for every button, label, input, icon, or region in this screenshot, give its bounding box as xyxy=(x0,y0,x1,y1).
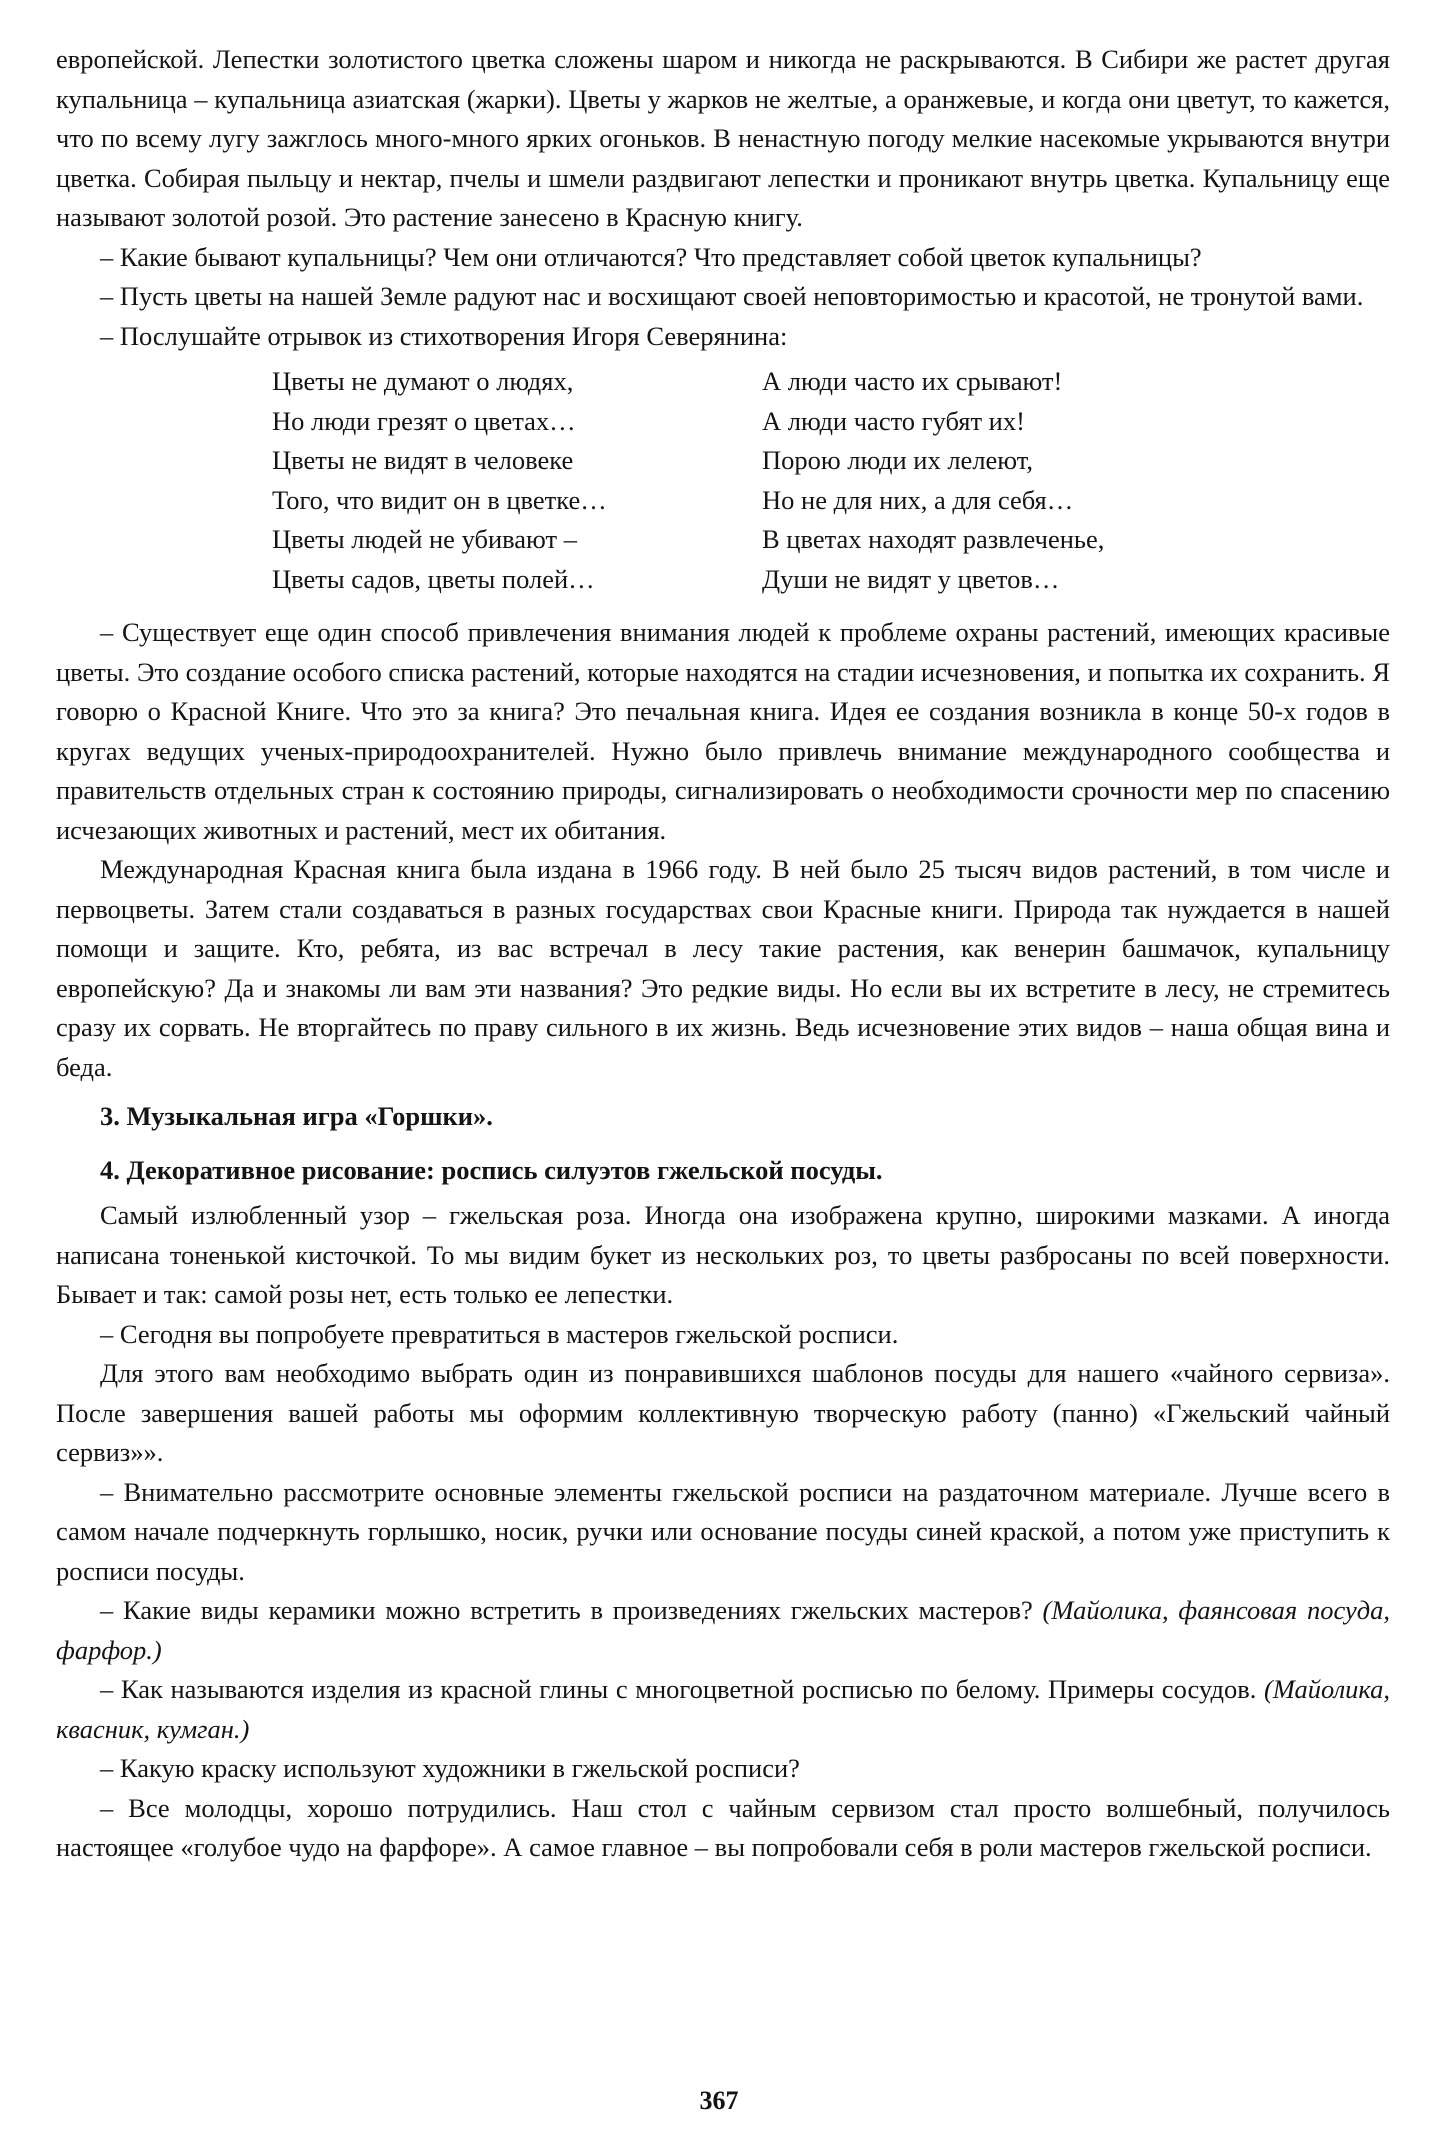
poem-line: Но не для них, а для себя… xyxy=(762,484,1074,515)
poem-line: Цветы садов, цветы полей… xyxy=(272,563,595,594)
poem-line: Того, что видит он в цветке… xyxy=(272,484,607,515)
paragraph-question-kupalnitsy: – Какие бывают купальницы? Чем они отличаются? Что представляет собой цветок купальницы? xyxy=(100,241,1202,272)
paragraph-flowers-wish: – Пусть цветы на нашей Земле радуют нас и восхищают своей неповторимостью и красотой, не тронутой вами. xyxy=(100,281,1364,311)
paragraph-red-clay-question xyxy=(56,1670,1390,1749)
poem-line: В цветах находят развлеченье, xyxy=(762,524,1105,554)
answer-text: (Майолика, фаянсовая посуда, фарфор.) xyxy=(56,1595,1390,1665)
section-heading-decorative-drawing: 4. Декоративное рисование: роспись силуэтов гжельской посуды. xyxy=(100,1154,883,1185)
poem-line: Порою люди их лелеют, xyxy=(762,445,1033,475)
poem-line: Цветы не видят в человеке xyxy=(272,445,574,475)
poem-line: А люди часто их срывают! xyxy=(762,366,1063,396)
section-heading-music-game: 3. Музыкальная игра «Горшки». xyxy=(100,1101,493,1131)
poem-excerpt xyxy=(272,362,1390,599)
question-text: – Как называются изделия из красной глины с многоцветной росписью по белому. Примеры сосудов. xyxy=(100,1674,1264,1704)
paragraph-gzhel-rose: Самый излюбленный узор – гжельская роза. Иногда она изображена крупно, широкими мазками. А иногда написана тоненькой кисточкой. То мы видим букет из нескольких роз, то цветы разбросаны по всей поверхности. Бывает и так: самой розы нет, есть только ее лепестки. xyxy=(56,1200,1390,1309)
paragraph-examine-elements: – Внимательно рассмотрите основные элементы гжельской росписи на раздаточном материале. Лучше всего в самом начале подчеркнуть горлышко, носик, ручки или основание посуды синей краской, а потом уже приступить к росписи посуды. xyxy=(56,1476,1390,1586)
paragraph-poem-intro: – Послушайте отрывок из стихотворения Игоря Северянина: xyxy=(100,320,788,351)
poem-line: Цветы людей не убивают – xyxy=(272,524,577,554)
poem-line: Цветы не думают о людях, xyxy=(272,366,574,396)
paragraph-conclusion: – Все молодцы, хорошо потрудились. Наш стол с чайным сервизом стал просто волшебный, получилось настоящее «голубое чудо на фарфоре». А самое главное – вы попробовали себя в роли мастеров гжельской росписи. xyxy=(56,1792,1390,1862)
paragraph-kupalnitsa-description: европейской. Лепестки золотистого цветка сложены шаром и никогда не раскрываются. В Сибири же растет другая купальница – купальница азиатская (жарки). Цветы у жарков не желтые, а оранжевые, и когда они цветут, то кажется, что по всему лугу зажглось много-много ярких огоньков. В ненастную погоду мелкие насекомые укрываются внутри цветка. Собирая пыльцу и нектар, пчелы и шмели раздвигают лепестки и проникают внутрь цветка. Купальницу еще называют золотой розой. Это растение занесено в Красную книгу. xyxy=(56,44,1390,232)
paragraph-red-book-intro: – Существует еще один способ привлечения внимания людей к проблеме охраны растений, имеющих красивые цветы. Это создание особого списка растений, которые находятся на стадии исчезновения, и попытка их сохранить. Я говорю о Красной Книге. Что это за книга? Это печальная книга. Идея ее создания возникла в конце 50-х годов в кругах ведущих ученых-природоохранителей. Нужно было привлечь внимание международного сообщества и правительств отдельных стран к состоянию природы, сигнализировать о необходимости срочности мер по спасению исчезающих животных и растений, мест их обитания. xyxy=(56,617,1390,845)
poem-line: Души не видят у цветов… xyxy=(762,563,1060,594)
page-number: 367 xyxy=(699,2086,739,2115)
paragraph-become-masters: – Сегодня вы попробуете превратиться в мастеров гжельской росписи. xyxy=(100,1318,899,1349)
paragraph-paint-question: – Какую краску используют художники в гжельской росписи? xyxy=(100,1753,800,1783)
poem-line: Но люди грезят о цветах… xyxy=(272,405,576,436)
paragraph-red-book-history: Международная Красная книга была издана в 1966 году. В ней было 25 тысяч видов растений, в том числе и первоцветы. Затем стали создаваться в разных государствах свои Красные книги. Природа так нуждается в нашей помощи и защите. Кто, ребята, из вас встречал в лесу такие растения, как венерин башмачок, купальницу европейскую? Да и знакомы ли вам эти названия? Это редкие виды. Но если вы их встретите в лесу, не стремитесь сразу их сорвать. Не вторгайтесь по праву сильного в их жизнь. Ведь исчезновение этих видов – наша общая вина и беда. xyxy=(56,854,1390,1082)
paragraph-choose-template: Для этого вам необходимо выбрать один из понравившихся шаблонов посуды для нашего «чайного сервиза». После завершения вашей работы мы оформим коллективную творческую работу (панно) «Гжельский чайный сервиз»». xyxy=(56,1358,1390,1467)
answer-text: (Майолика, квасник, кумган.) xyxy=(56,1674,1390,1744)
poem-line: А люди часто губят их! xyxy=(762,405,1025,436)
paragraph-ceramics-question xyxy=(56,1591,1390,1670)
page-content xyxy=(56,40,1390,1868)
question-text: – Какие виды керамики можно встретить в произведениях гжельских мастеров? xyxy=(100,1595,1043,1625)
